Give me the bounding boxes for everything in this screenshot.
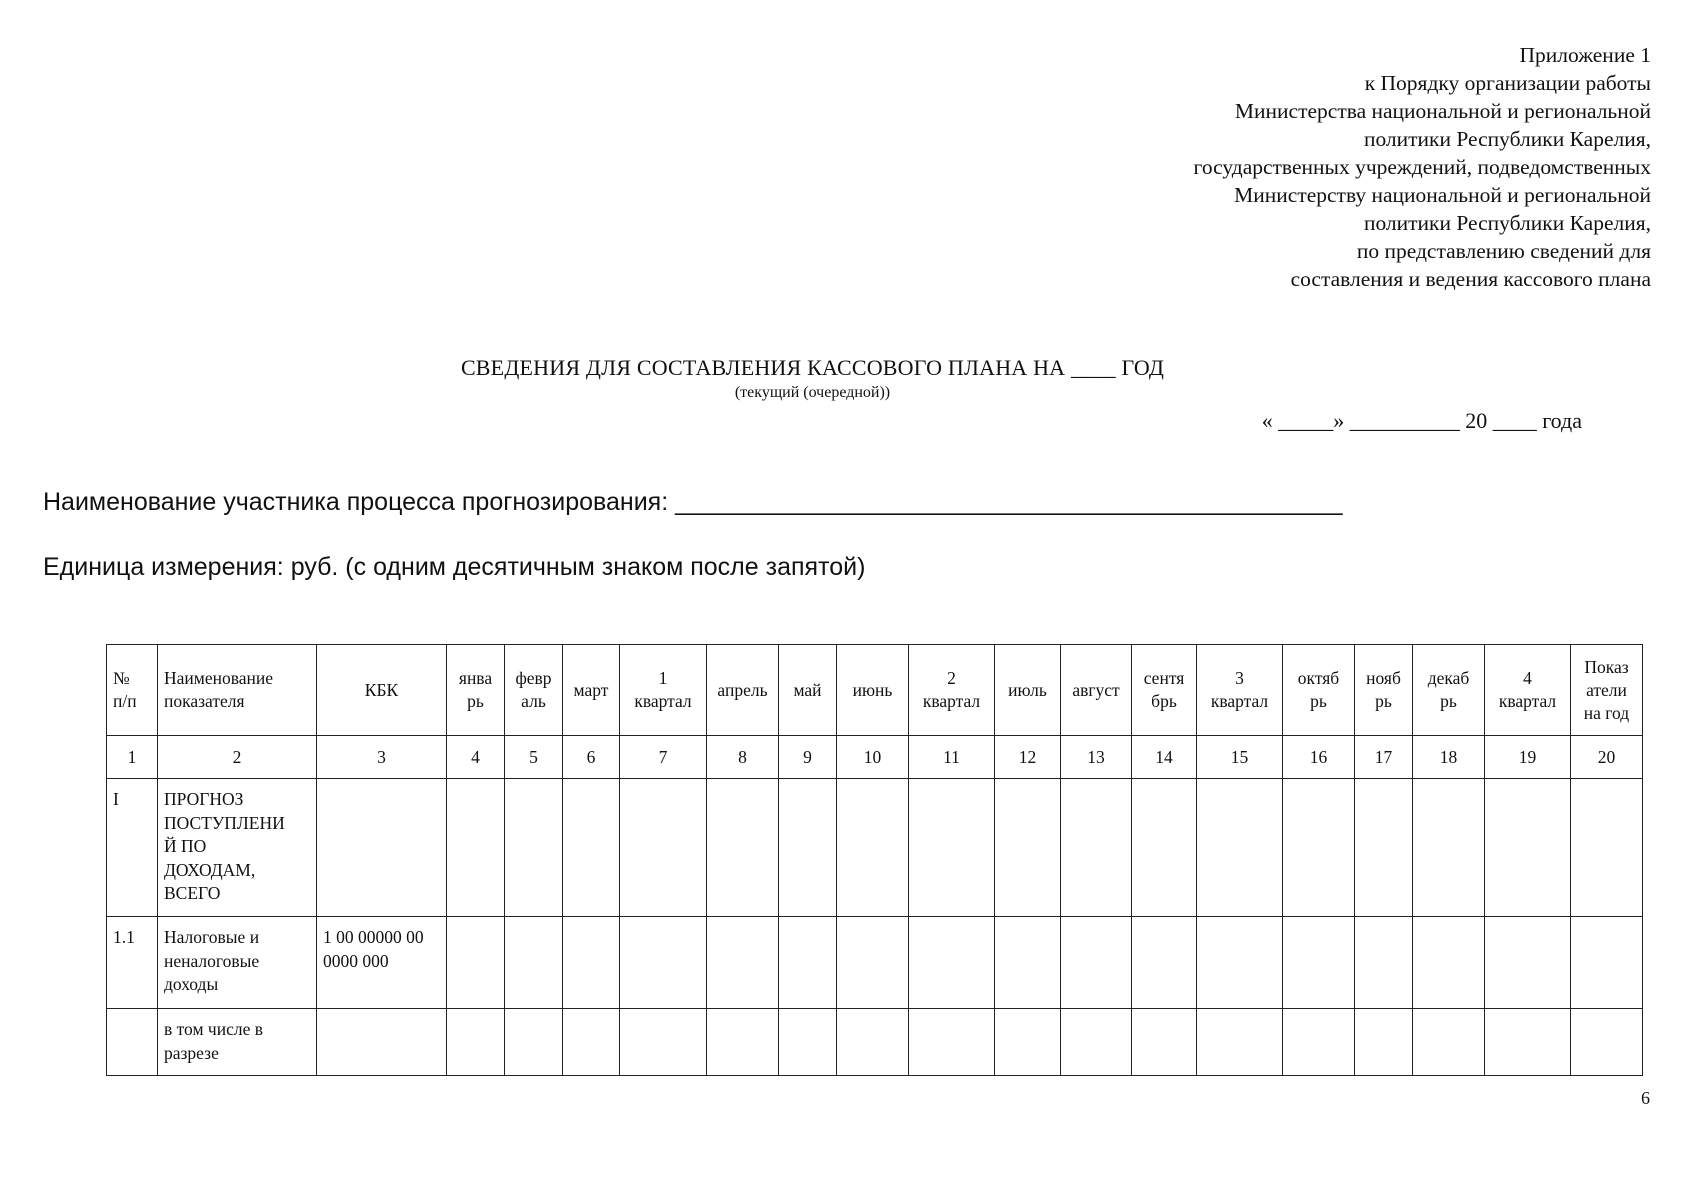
document-subtitle: (текущий (очередной))	[734, 384, 891, 401]
value-cell	[505, 1009, 563, 1076]
value-cell	[995, 779, 1061, 917]
row-number: I	[107, 779, 158, 917]
header-cell: апрель	[707, 645, 779, 736]
value-cell	[707, 917, 779, 1009]
value-cell	[779, 917, 837, 1009]
value-cell	[563, 779, 620, 917]
page-number: 6	[1641, 1088, 1650, 1108]
header-cell: № п/п	[107, 645, 158, 736]
value-cell	[1485, 1009, 1571, 1076]
kbk-cell: 1 00 00000 00 0000 000	[317, 917, 447, 1009]
column-number: 16	[1283, 736, 1355, 779]
value-cell	[707, 779, 779, 917]
indicator-name: ПРОГНОЗ ПОСТУПЛЕНИ Й ПО ДОХОДАМ, ВСЕГО	[158, 779, 317, 917]
value-cell	[620, 917, 707, 1009]
value-cell	[447, 1009, 505, 1076]
header-cell: август	[1061, 645, 1132, 736]
value-cell	[995, 917, 1061, 1009]
value-cell	[447, 917, 505, 1009]
value-cell	[1283, 917, 1355, 1009]
value-cell	[779, 779, 837, 917]
appendix-block	[1091, 41, 1651, 293]
column-number-row	[107, 736, 1643, 779]
value-cell	[909, 1009, 995, 1076]
column-number: 4	[447, 736, 505, 779]
indicator-name: в том числе в разрезе	[158, 1009, 317, 1076]
value-cell	[779, 1009, 837, 1076]
value-cell	[1413, 1009, 1485, 1076]
value-cell	[837, 917, 909, 1009]
value-cell	[1061, 917, 1132, 1009]
kbk-cell	[317, 779, 447, 917]
value-cell	[1132, 779, 1197, 917]
column-number: 9	[779, 736, 837, 779]
column-number: 14	[1132, 736, 1197, 779]
column-number: 7	[620, 736, 707, 779]
header-cell: Показ атели на год	[1571, 645, 1643, 736]
column-number: 20	[1571, 736, 1643, 779]
value-cell	[1197, 779, 1283, 917]
header-cell: нояб рь	[1355, 645, 1413, 736]
value-cell	[1283, 779, 1355, 917]
date-line: « _____» __________ 20 ____ года	[1261, 408, 1582, 433]
value-cell	[1413, 917, 1485, 1009]
header-cell: сентя брь	[1132, 645, 1197, 736]
value-cell	[1413, 779, 1485, 917]
table-row	[107, 917, 1643, 1009]
value-cell	[563, 917, 620, 1009]
header-cell: июнь	[837, 645, 909, 736]
appendix-line: по представлению сведений для	[1356, 239, 1651, 263]
value-cell	[837, 779, 909, 917]
document-title: СВЕДЕНИЯ ДЛЯ СОСТАВЛЕНИЯ КАССОВОГО ПЛАНА НА ____ ГОД	[460, 355, 1165, 380]
value-cell	[620, 1009, 707, 1076]
header-cell: 3 квартал	[1197, 645, 1283, 736]
header-cell: 4 квартал	[1485, 645, 1571, 736]
column-number: 8	[707, 736, 779, 779]
value-cell	[1355, 779, 1413, 917]
header-cell: 1 квартал	[620, 645, 707, 736]
indicator-name: Налоговые и неналоговые доходы	[158, 917, 317, 1009]
header-cell: КБК	[317, 645, 447, 736]
value-cell	[1571, 1009, 1643, 1076]
column-number: 2	[158, 736, 317, 779]
header-cell: 2 квартал	[909, 645, 995, 736]
value-cell	[1485, 779, 1571, 917]
appendix-line: государственных учреждений, подведомственных	[1193, 155, 1651, 179]
value-cell	[1571, 917, 1643, 1009]
header-cell: октяб рь	[1283, 645, 1355, 736]
appendix-line: Министерства национальной и региональной	[1234, 99, 1651, 123]
header-cell: февр аль	[505, 645, 563, 736]
column-number: 3	[317, 736, 447, 779]
column-number: 15	[1197, 736, 1283, 779]
value-cell	[1571, 779, 1643, 917]
column-number: 5	[505, 736, 563, 779]
header-cell: янва рь	[447, 645, 505, 736]
value-cell	[909, 917, 995, 1009]
value-cell	[563, 1009, 620, 1076]
value-cell	[1283, 1009, 1355, 1076]
cash-plan-table	[106, 644, 1643, 1076]
column-number: 11	[909, 736, 995, 779]
value-cell	[1355, 1009, 1413, 1076]
header-cell: март	[563, 645, 620, 736]
header-cell: декаб рь	[1413, 645, 1485, 736]
value-cell	[707, 1009, 779, 1076]
value-cell	[1485, 917, 1571, 1009]
value-cell	[995, 1009, 1061, 1076]
value-cell	[1132, 917, 1197, 1009]
appendix-line: Министерству национальной и региональной	[1234, 183, 1651, 207]
value-cell	[837, 1009, 909, 1076]
appendix-line: к Порядку организации работы	[1364, 71, 1651, 95]
header-cell: Наименование показателя	[158, 645, 317, 736]
column-number: 1	[107, 736, 158, 779]
column-number: 6	[563, 736, 620, 779]
kbk-cell	[317, 1009, 447, 1076]
column-number: 18	[1413, 736, 1485, 779]
column-number: 13	[1061, 736, 1132, 779]
appendix-line: политики Республики Карелия,	[1363, 127, 1651, 151]
participant-name-field: Наименование участника процесса прогнозирования: ________________________________________________	[43, 488, 1343, 516]
value-cell	[1355, 917, 1413, 1009]
table-row	[107, 1009, 1643, 1076]
column-number: 12	[995, 736, 1061, 779]
table-row	[107, 779, 1643, 917]
value-cell	[505, 779, 563, 917]
appendix-line: составления и ведения кассового плана	[1290, 267, 1651, 291]
value-cell	[1061, 1009, 1132, 1076]
row-number: 1.1	[107, 917, 158, 1009]
value-cell	[1197, 917, 1283, 1009]
value-cell	[1061, 779, 1132, 917]
value-cell	[505, 917, 563, 1009]
column-number: 10	[837, 736, 909, 779]
table-header-row	[107, 645, 1643, 736]
header-cell: май	[779, 645, 837, 736]
value-cell	[1197, 1009, 1283, 1076]
unit-of-measure: Единица измерения: руб. (с одним десятичным знаком после запятой)	[43, 553, 866, 581]
column-number: 17	[1355, 736, 1413, 779]
row-number	[107, 1009, 158, 1076]
header-cell: июль	[995, 645, 1061, 736]
value-cell	[447, 779, 505, 917]
value-cell	[909, 779, 995, 917]
value-cell	[620, 779, 707, 917]
appendix-line: политики Республики Карелия,	[1363, 211, 1651, 235]
column-number: 19	[1485, 736, 1571, 779]
value-cell	[1132, 1009, 1197, 1076]
appendix-line: Приложение 1	[1519, 43, 1651, 67]
